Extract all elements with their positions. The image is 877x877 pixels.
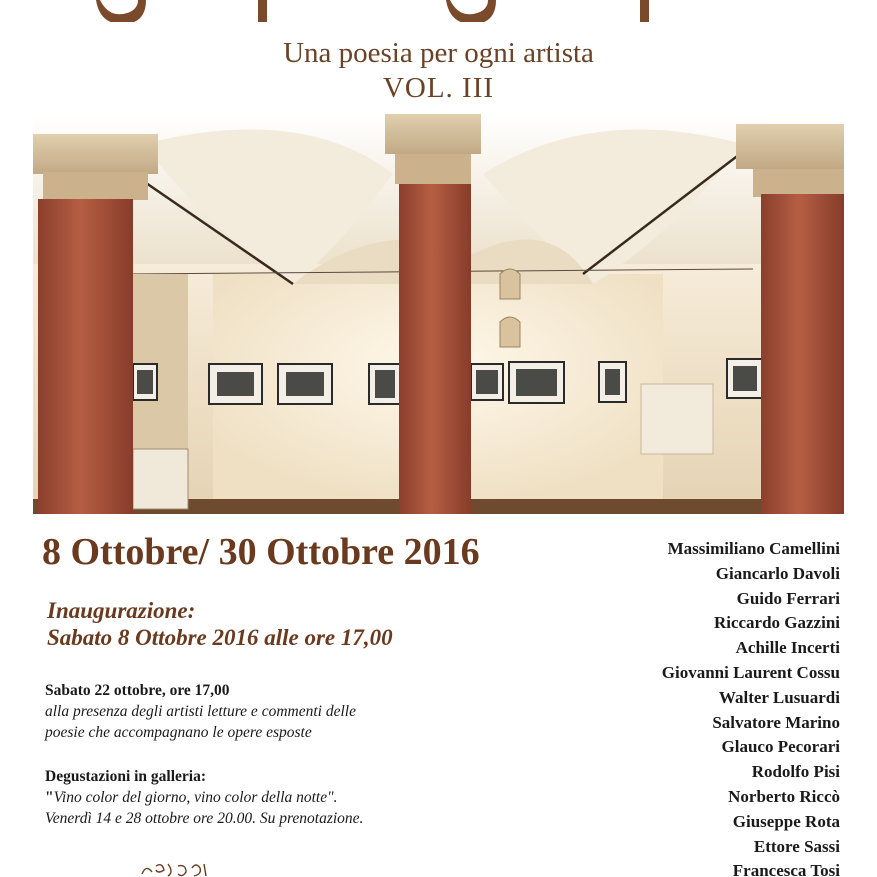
artist-name: Ettore Sassi (753, 836, 840, 856)
artist-name: Rodolfo Pisi (751, 762, 840, 782)
gallery-logo-handwritten (138, 858, 218, 877)
event-line: Vino color del giorno, vino color della notte". (53, 789, 338, 806)
artist-name: Giovanni Laurent Cossu (661, 662, 840, 682)
title-cut-off (0, 0, 877, 22)
title-descenders (0, 0, 877, 22)
artist-list (580, 537, 840, 877)
artist-name: Giancarlo Davoli (715, 563, 840, 583)
event-title: Degustazioni in galleria: (45, 768, 207, 785)
quote-mark: " (45, 789, 54, 806)
inauguration-heading: Inaugurazione: (47, 598, 196, 623)
subtitle: Una poesia per ogni artista (283, 37, 594, 69)
artist-name: Francesca Tosi (732, 861, 840, 877)
artist-name: Giuseppe Rota (732, 811, 840, 831)
gallery-photo (33, 114, 844, 514)
event-tasting (45, 766, 363, 829)
event-line: poesie che accompagnano le opere esposte (45, 724, 312, 741)
artist-name: Achille Incerti (735, 638, 840, 658)
artist-name: Riccardo Gazzini (713, 613, 840, 633)
artist-name: Glauco Pecorari (721, 737, 840, 757)
event-title: Sabato 22 ottobre, ore 17,00 (45, 682, 230, 699)
event-reading (45, 680, 356, 743)
artist-name: Walter Lusuardi (718, 687, 840, 707)
artist-name: Guido Ferrari (736, 588, 840, 608)
inauguration-date: Sabato 8 Ottobre 2016 alle ore 17,00 (47, 625, 393, 650)
event-line: Venerdì 14 e 28 ottobre ore 20.00. Su prenotazione. (45, 810, 364, 827)
artist-name: Salvatore Marino (712, 712, 840, 732)
artist-name: Massimiliano Camellini (667, 539, 840, 558)
exhibition-dates: 8 Ottobre/ 30 Ottobre 2016 (42, 531, 480, 573)
event-line: alla presenza degli artisti letture e commenti delle (45, 703, 356, 720)
volume-label: VOL. III (382, 72, 495, 104)
artist-name: Norberto Riccò (728, 786, 840, 806)
